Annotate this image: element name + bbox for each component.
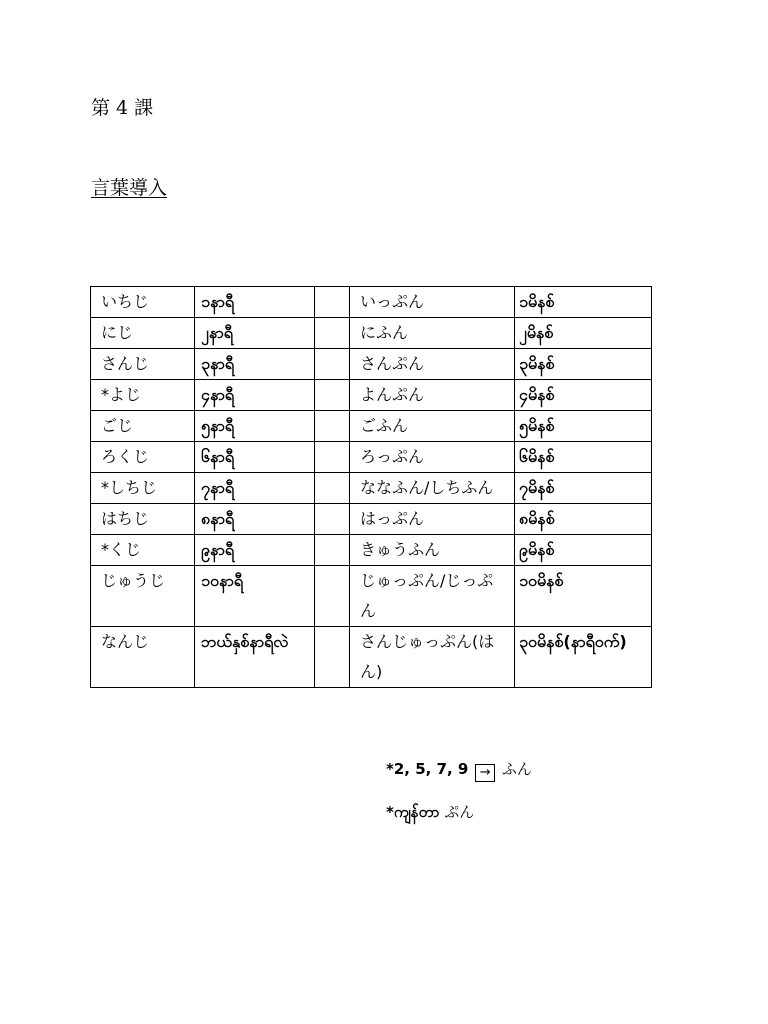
hour-burmese-cell: ၃နာရီ <box>195 349 315 380</box>
minute-burmese-cell: ၃မိနစ် <box>515 349 652 380</box>
lesson-title: 第 4 課 <box>91 97 154 119</box>
hour-japanese-cell: ごじ <box>91 411 195 442</box>
arrow-right-icon: → <box>475 764 495 782</box>
hour-burmese-cell: ဘယ်နှစ်နာရီလဲ <box>195 627 315 688</box>
hour-japanese-cell: にじ <box>91 318 195 349</box>
minute-japanese-cell: きゅうふん <box>350 535 515 566</box>
minute-burmese-cell: ၂မိနစ် <box>515 318 652 349</box>
table-row <box>91 411 652 442</box>
minute-japanese-cell: じゅっぷん/じっぷん <box>350 566 515 627</box>
note-pun-others: *ကျန်တာ <box>386 803 440 821</box>
table-row <box>91 380 652 411</box>
spacer-cell <box>315 504 350 535</box>
note-fun-numbers: *2, 5, 7, 9 <box>386 760 469 778</box>
table-row <box>91 627 652 688</box>
minute-japanese-cell: はっぷん <box>350 504 515 535</box>
hour-japanese-cell: はちじ <box>91 504 195 535</box>
hour-burmese-cell: ၆နာရီ <box>195 442 315 473</box>
spacer-cell <box>315 627 350 688</box>
hour-burmese-cell: ၇နာရီ <box>195 473 315 504</box>
hour-burmese-cell: ၄နာရီ <box>195 380 315 411</box>
note-fun-reading: ふん <box>501 760 532 778</box>
minute-burmese-cell: ၅မိနစ် <box>515 411 652 442</box>
table-row <box>91 318 652 349</box>
hour-burmese-cell: ၁နာရီ <box>195 287 315 318</box>
hour-japanese-cell: *しちじ <box>91 473 195 504</box>
minute-japanese-cell: にふん <box>350 318 515 349</box>
hour-japanese-cell: さんじ <box>91 349 195 380</box>
spacer-cell <box>315 566 350 627</box>
minute-japanese-cell: さんじゅっぷん(はん) <box>350 627 515 688</box>
minute-japanese-cell: ななふん/しちふん <box>350 473 515 504</box>
minute-burmese-cell: ၇မိနစ် <box>515 473 652 504</box>
hour-burmese-cell: ၁၀နာရီ <box>195 566 315 627</box>
spacer-cell <box>315 442 350 473</box>
table-row <box>91 287 652 318</box>
minute-burmese-cell: ၄မိနစ် <box>515 380 652 411</box>
spacer-cell <box>315 318 350 349</box>
note-pun-rule <box>386 801 474 823</box>
minute-japanese-cell: さんぷん <box>350 349 515 380</box>
table-row <box>91 566 652 627</box>
table-row <box>91 473 652 504</box>
section-title: 言葉導入 <box>91 177 168 199</box>
hour-japanese-cell: いちじ <box>91 287 195 318</box>
minute-burmese-cell: ၁မိနစ် <box>515 287 652 318</box>
hour-burmese-cell: ၅နာရီ <box>195 411 315 442</box>
hour-burmese-cell: ၉နာရီ <box>195 535 315 566</box>
spacer-cell <box>315 535 350 566</box>
spacer-cell <box>315 287 350 318</box>
minute-japanese-cell: ろっぷん <box>350 442 515 473</box>
spacer-cell <box>315 473 350 504</box>
vocabulary-table <box>90 286 652 688</box>
note-fun-rule <box>386 758 532 782</box>
minute-japanese-cell: ごふん <box>350 411 515 442</box>
hour-japanese-cell: *くじ <box>91 535 195 566</box>
hour-japanese-cell: *よじ <box>91 380 195 411</box>
minute-japanese-cell: よんぷん <box>350 380 515 411</box>
minute-burmese-cell: ၆မိနစ် <box>515 442 652 473</box>
hour-japanese-cell: なんじ <box>91 627 195 688</box>
table-row <box>91 349 652 380</box>
minute-burmese-cell: ၃၀မိနစ်(နာရီဝက်) <box>515 627 652 688</box>
hour-japanese-cell: ろくじ <box>91 442 195 473</box>
minute-japanese-cell: いっぷん <box>350 287 515 318</box>
table-row <box>91 442 652 473</box>
vocabulary-table-body <box>91 287 652 688</box>
hour-burmese-cell: ၈နာရီ <box>195 504 315 535</box>
table-row <box>91 535 652 566</box>
minute-burmese-cell: ၈မိနစ် <box>515 504 652 535</box>
hour-japanese-cell: じゅうじ <box>91 566 195 627</box>
minute-burmese-cell: ၉မိနစ် <box>515 535 652 566</box>
spacer-cell <box>315 349 350 380</box>
hour-burmese-cell: ၂နာရီ <box>195 318 315 349</box>
spacer-cell <box>315 411 350 442</box>
spacer-cell <box>315 380 350 411</box>
note-pun-reading: ぷん <box>444 803 475 821</box>
table-row <box>91 504 652 535</box>
minute-burmese-cell: ၁၀မိနစ် <box>515 566 652 627</box>
